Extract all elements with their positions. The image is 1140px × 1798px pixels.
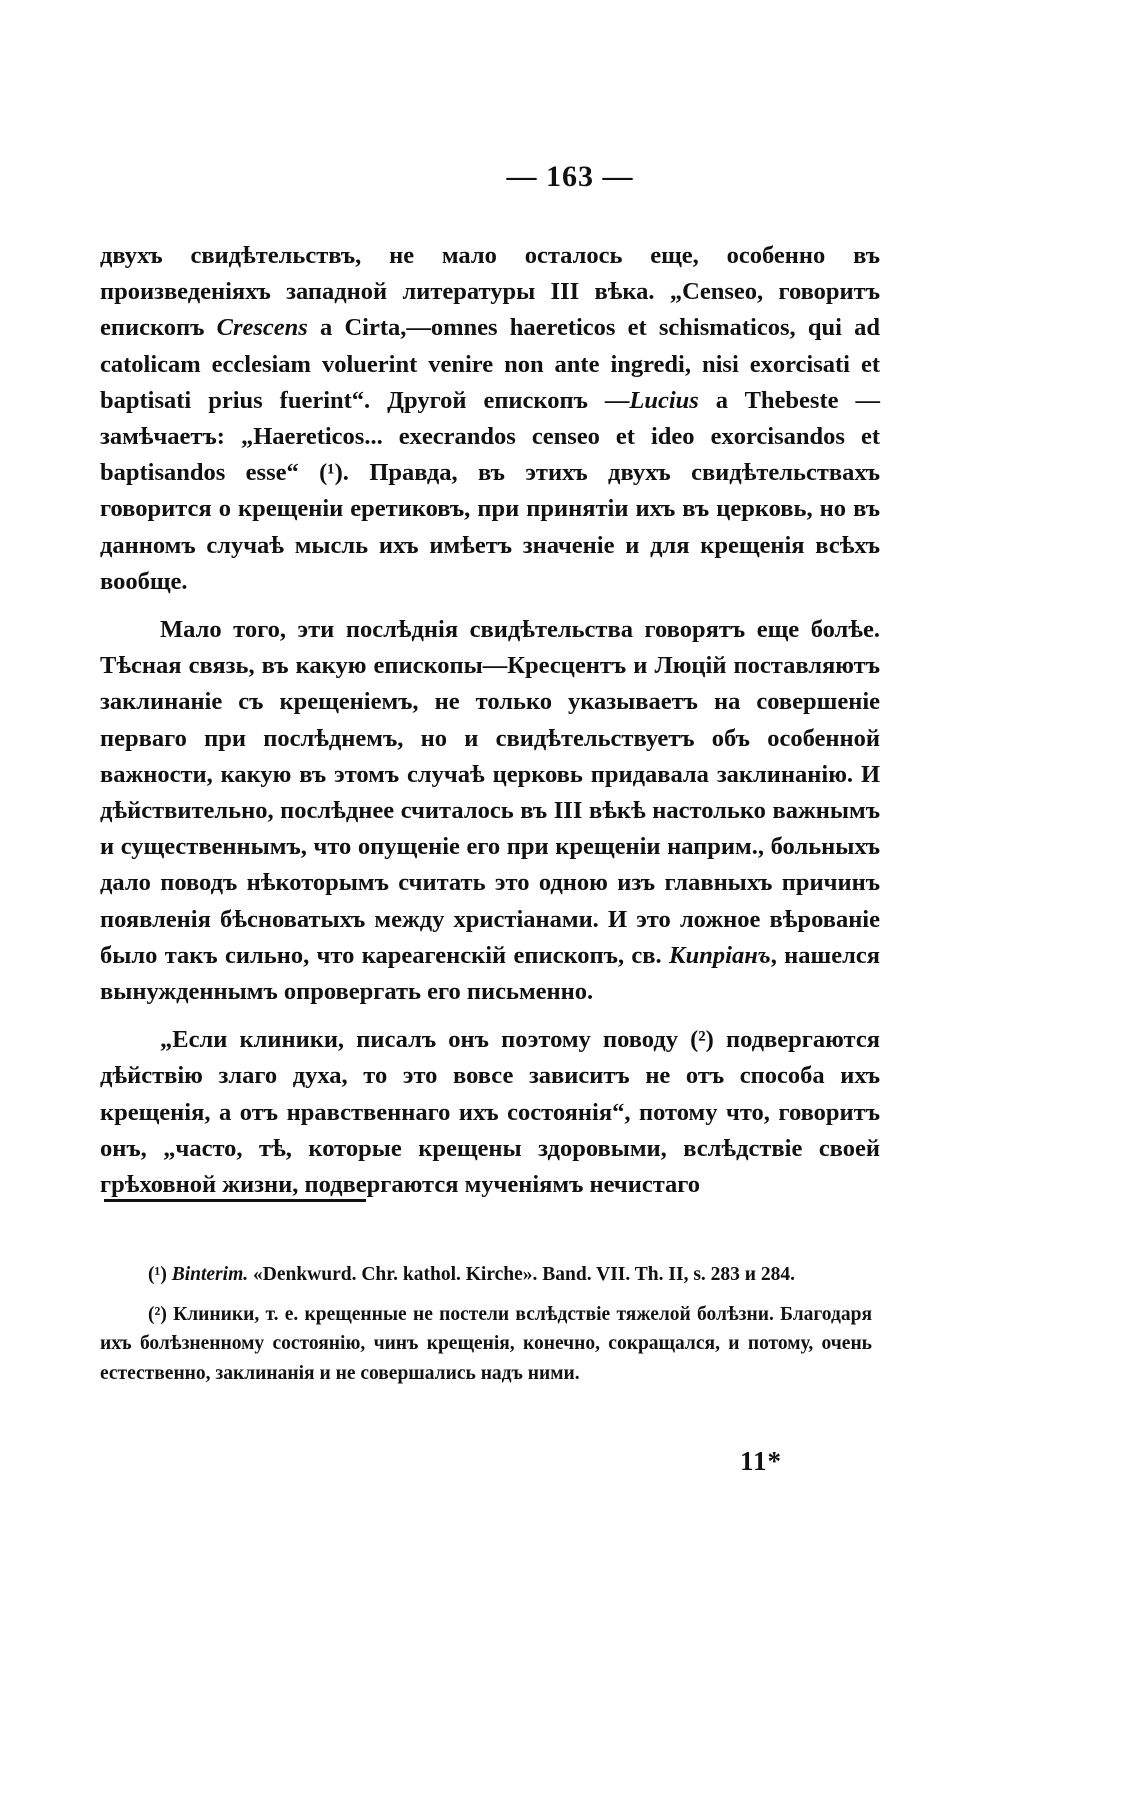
footnote-2-text: (²) Клиники, т. е. крещенные не постели вслѣдствіе тяжелой болѣзни. Благодаря ихъ болѣзненному состоянію, чинъ крещенія, конечно, сокращался, и потому, очень естественно, заклинанія и не совершались надъ ними.	[100, 1303, 872, 1384]
paragraph-2-text-2: , нашелся вынужденнымъ опровергать его письменно.	[100, 941, 880, 1006]
paragraph-2-text-1: Мало того, эти послѣднія свидѣтельства говорятъ еще болѣе. Тѣсная связь, въ какую епископы—Кресцентъ и Люцій поставляютъ заклинаніе съ крещеніемъ, не только указываетъ на совершеніе перваго при послѣднемъ, но и свидѣтельствуетъ объ особенной важности, какую въ этомъ случаѣ церковь придавала заклинанію. И дѣйствительно, послѣднее считалось въ III вѣкѣ настолько важнымъ и существеннымъ, что опущеніе его при крещеніи наприм., больныхъ дало поводъ нѣкоторымъ считать это одною изъ главныхъ причинъ появленія бѣсноватыхъ между христіанами. И это ложное вѣрованіе было такъ сильно, что кареагенскій епископъ, св.	[100, 616, 880, 969]
paragraph-3	[100, 1022, 880, 1203]
footnote-1-author: Binterim.	[171, 1264, 249, 1285]
footnote-1	[100, 1260, 872, 1290]
footnote-rule	[104, 1199, 366, 1202]
author-name-crescens: Crescens	[216, 314, 308, 342]
footnote-1-text: «Denkwurd. Chr. kathol. Kirche». Band. VII. Th. II, s. 283 и 284.	[248, 1264, 796, 1285]
paragraph-1-text-2: a Cirta,—omnes haereticos et schismaticos, qui ad catolicam ecclesiam voluerint venire non ante ingredi, nisi exorcisati et baptisati prius fuerint“. Другой епископъ —	[100, 314, 880, 414]
footnotes	[100, 1260, 872, 1388]
paragraph-2	[100, 612, 880, 1010]
paragraph-1-text-3: a Thebeste —замѣчаетъ: „Haereticos... execrandos censeo et ideo exorcisandos et baptisandos esse“ (¹). Правда, въ этихъ двухъ свидѣтельствахъ говорится о крещеніи еретиковъ, при принятіи ихъ въ церковь, но въ данномъ случаѣ мысль ихъ имѣетъ значеніе и для крещенія всѣхъ вообще.	[100, 386, 880, 595]
paragraph-3-text-1: „Если клиники, писалъ онъ поэтому поводу (²) подвергаются дѣйствію злаго духа, то это вовсе зависитъ не отъ способа ихъ крещенія, а отъ нравственнаго ихъ состоянія“, потому что, говоритъ онъ, „часто, тѣ, которые крещены здоровыми, вслѣдствіе своей грѣховной жизни, подвергаются мученіямъ нечистаго	[100, 1026, 880, 1199]
page-number: — 163 —	[506, 160, 634, 193]
paragraph-1	[100, 238, 880, 600]
footnote-2	[100, 1300, 872, 1389]
main-text	[100, 238, 880, 1203]
signature-mark: 11*	[740, 1446, 783, 1476]
footnote-1-marker-text: (¹)	[148, 1264, 172, 1285]
author-name-cyprian: Кипріанъ	[669, 941, 771, 969]
author-name-lucius: Lucius	[629, 386, 699, 414]
paragraph-1-text-1: двухъ свидѣтельствъ, не мало осталось еще, особенно въ произведеніяхъ западной литературы III вѣка. „Censeo, говоритъ епископъ	[100, 242, 880, 342]
